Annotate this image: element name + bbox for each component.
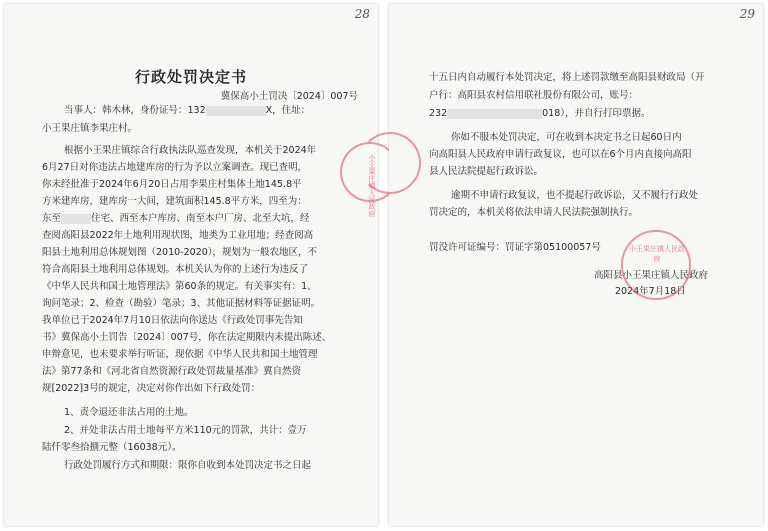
seal-text: 小王果庄镇人民政府 (629, 245, 685, 263)
text-line: 1、责令退还非法占用的土地。 (64, 407, 194, 418)
official-seal (621, 230, 691, 300)
page-number: 28 (354, 7, 370, 21)
text-line: 行政处罚履行方式和期限：限你自收到本处罚决定书之日起 (64, 460, 312, 471)
text-line: 小王果庄镇李果庄村。 (42, 123, 138, 134)
text-line: 当事人：韩木林，身份证号：132 X，住址： (64, 105, 311, 116)
issue-date: 2024年7月18日 (615, 286, 686, 297)
redaction-block (447, 109, 542, 119)
document-page-right (389, 4, 763, 526)
seal-text: 小王果庄镇人民政府 (368, 154, 376, 217)
text-line: 方米建库房，建库房一大间，建筑面积145.8平方米，四至为： (42, 196, 307, 207)
text-line: 询问笔录；2、检查（勘验）笔录；3、其他证据材料等证据证明。 (42, 298, 321, 309)
text-line: 根据小王果庄镇综合行政执法队巡查发现，本机关于2024年 (64, 145, 317, 156)
page-number: 29 (739, 7, 755, 21)
text-line: 申辩意见，也未要求举行听证，现依据《中华人民共和国土地管理 (42, 349, 318, 360)
text-line: 逾期不申请行政复议，也不提起行政诉讼，又不履行行政处 (451, 190, 699, 201)
text-line: 你如不服本处罚决定，可在收到本决定书之日起60日内 (451, 132, 682, 143)
text-line: 符合高阳县土地利用总体规划。本机关认为你的上述行为违反了 (42, 264, 309, 275)
issuing-authority: 高阳县小王果庄镇人民政府 (594, 270, 709, 281)
text-line: 十五日内自动履行本处罚决定，将上述罚款缴至高阳县财政局（开 (429, 72, 705, 83)
text-line: 东至 住宅、西至本户库房、南至本户厂房、北至大坑，经 (42, 213, 310, 224)
text-line: 阳县土地利用总体规划图（2010-2020），规划为一般农地区，不 (42, 247, 318, 258)
text-line: 你未经批准于2024年6月20日占用李果庄村集体土地145.8平 (42, 179, 302, 190)
text-line: 规[2022]3号的规定，决定对你作出如下行政处罚： (42, 383, 261, 394)
text-line: 陆仟零叁拾捌元整（16038元）。 (42, 442, 182, 453)
text-line: 6月27日对你违法占地建库房的行为予以立案调查。现已查明， (42, 162, 308, 173)
text-line: 2、并处非法占用土地每平方米110元的罚款，共计：壹万 (64, 425, 307, 436)
text-line: 232 018），并自行打印票据。 (429, 108, 651, 119)
text-line: 《中华人民共和国土地管理法》第60条的规定。有关事实有：1、 (42, 281, 317, 292)
text-line: 我单位已于2024年7月10日依法向你送达《行政处罚事先告知 (42, 315, 303, 326)
text-line: 书》冀保高小土罚告〔2024〕007号，你在法定期限内未提出陈述、 (42, 332, 332, 343)
document-title: 行政处罚决定书 (134, 68, 247, 86)
redaction-block (206, 106, 266, 116)
text-line: 向高阳县人民政府申请行政复议，也可以在6个月内直接向高阳 (429, 149, 692, 160)
text-line: 法》第77条和《河北省自然资源行政处罚裁量基准》冀自然资 (42, 366, 302, 377)
redaction-block (61, 214, 91, 224)
text-line: 罚决定的，本机关将依法申请人民法院强制执行。 (429, 207, 639, 218)
text-line: 县人民法院提起行政诉讼。 (429, 166, 544, 177)
penalty-license-number: 罚没许可证编号：罚证字第05100057号 (429, 242, 601, 253)
official-seal (359, 132, 421, 194)
text-line: 查阅高阳县2022年土地利用现状图，地类为工业用地；经查阅高 (42, 230, 314, 241)
document-page-left (4, 4, 378, 526)
text-line: 户行：高阳县农村信用联社股份有限公司，账号： (429, 90, 639, 101)
document-number: 冀保高小土罚决〔2024〕007号 (220, 91, 358, 102)
